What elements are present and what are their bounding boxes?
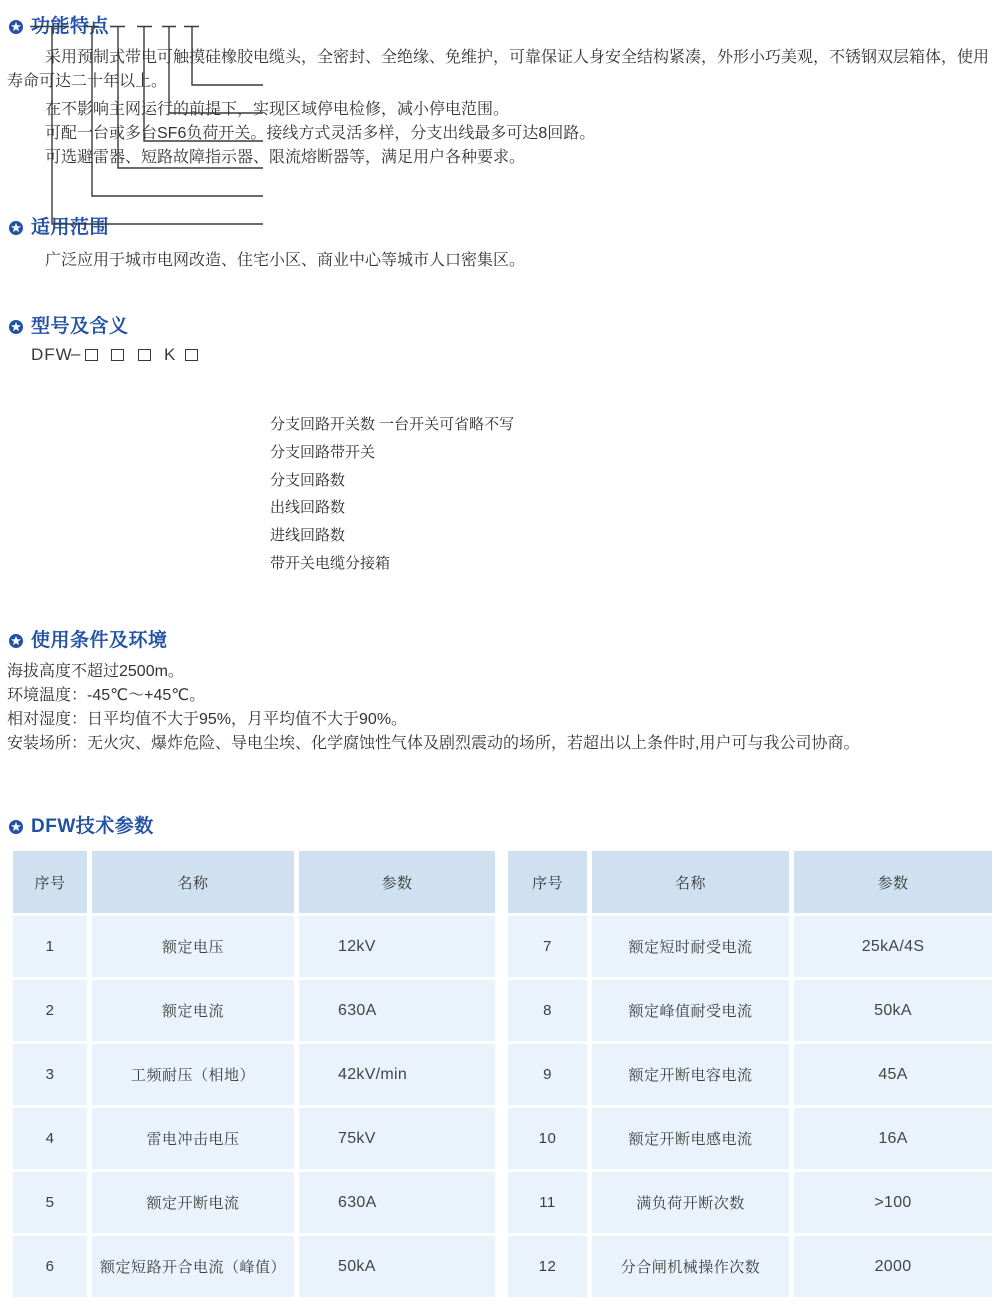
param-name-cell: 额定开断电流: [92, 1172, 294, 1233]
param-index-cell: 5: [13, 1172, 87, 1233]
param-name-cell: 额定电流: [92, 980, 294, 1041]
parameters-table-right: [508, 851, 992, 1297]
model-dash: –: [71, 344, 82, 363]
condition-line: 环境温度：-45℃～+45℃。: [7, 687, 206, 704]
condition-line: 安装场所：无火灾、爆炸危险、导电尘埃、化学腐蚀性气体及剧烈震动的场所，若超出以上条件时,用户可与我公司协商。: [7, 735, 860, 752]
parameters-table-left: [13, 851, 495, 1297]
model-box: [111, 349, 124, 361]
param-value-cell: >100: [794, 1172, 992, 1233]
param-name-cell: 额定开断电感电流: [592, 1108, 789, 1169]
param-column-header: 序号: [13, 851, 87, 913]
model-label: 分支回路带开关: [270, 444, 376, 461]
param-value-cell: 630A: [299, 980, 495, 1041]
model-prefix: DFW: [31, 345, 73, 364]
model-connector-lines: [0, 0, 540, 240]
param-index-cell: 1: [13, 916, 87, 977]
param-value-cell: 42kV/min: [299, 1044, 495, 1105]
paragraph: 广泛应用于城市电网改造、住宅小区、商业中心等城市人口密集区。: [45, 252, 526, 269]
model-label: 带开关电缆分接箱: [270, 555, 391, 572]
condition-line: 相对湿度：日平均值不大于95%，月平均值不大于90%。: [7, 711, 408, 728]
param-name-cell: 分合闸机械操作次数: [592, 1236, 789, 1297]
model-box: [85, 349, 98, 361]
paragraph: 可配一台或多台SF6负荷开关。接线方式灵活多样，分支出线最多可达8回路。: [45, 125, 596, 142]
param-value-cell: 630A: [299, 1172, 495, 1233]
heading-text: 型号及含义: [31, 316, 129, 337]
heading-text: DFW技术参数: [31, 816, 154, 837]
param-value-cell: 16A: [794, 1108, 992, 1169]
param-column-header: 名称: [592, 851, 789, 913]
section-heading-parameters: [9, 816, 154, 838]
conditions-lines: [7, 660, 993, 756]
model-switch-letter: K: [164, 345, 177, 364]
star-circle-icon: [9, 634, 23, 648]
param-column-header: 序号: [508, 851, 587, 913]
model-label: 出线回路数: [270, 499, 346, 516]
param-value-cell: 2000: [794, 1236, 992, 1297]
paragraph: 在不影响主网运行的前提下，实现区域停电检修，减小停电范围。: [45, 101, 510, 118]
param-name-cell: 额定峰值耐受电流: [592, 980, 789, 1041]
param-index-cell: 7: [508, 916, 587, 977]
param-column-header: 参数: [794, 851, 992, 913]
param-index-cell: 10: [508, 1108, 587, 1169]
param-value-cell: 50kA: [794, 980, 992, 1041]
param-value-cell: 50kA: [299, 1236, 495, 1297]
param-index-cell: 8: [508, 980, 587, 1041]
application-paragraphs: [7, 249, 993, 273]
param-column-header: 参数: [299, 851, 495, 913]
param-value-cell: 45A: [794, 1044, 992, 1105]
param-index-cell: 3: [13, 1044, 87, 1105]
heading-text: 使用条件及环境: [31, 630, 168, 651]
star-circle-icon: [9, 820, 23, 834]
param-name-cell: 雷电冲击电压: [92, 1108, 294, 1169]
model-box: [138, 349, 151, 361]
param-index-cell: 4: [13, 1108, 87, 1169]
section-heading-model: [9, 316, 129, 338]
star-circle-icon: [9, 320, 23, 334]
model-label: 进线回路数: [270, 527, 346, 544]
param-column-header: 名称: [92, 851, 294, 913]
model-box: [185, 349, 198, 361]
paragraph: 采用预制式带电可触摸硅橡胶电缆头，全密封、全绝缘、免维护，可靠保证人身安全结构紧凑，外形小巧美观，不锈钢双层箱体，使用寿命可达二十年以上。: [7, 49, 990, 90]
param-value-cell: 75kV: [299, 1108, 495, 1169]
param-value-cell: 25kA/4S: [794, 916, 992, 977]
param-name-cell: 额定短路开合电流（峰值）: [92, 1236, 294, 1297]
param-name-cell: 额定短时耐受电流: [592, 916, 789, 977]
param-index-cell: 6: [13, 1236, 87, 1297]
section-heading-conditions: [9, 630, 168, 652]
param-name-cell: 额定开断电容电流: [592, 1044, 789, 1105]
condition-line: 海拔高度不超过2500m。: [7, 663, 184, 680]
model-label: 分支回路开关数 一台开关可省略不写: [270, 416, 515, 433]
param-index-cell: 11: [508, 1172, 587, 1233]
param-index-cell: 12: [508, 1236, 587, 1297]
param-value-cell: 12kV: [299, 916, 495, 977]
param-name-cell: 满负荷开断次数: [592, 1172, 789, 1233]
param-name-cell: 工频耐压（相地）: [92, 1044, 294, 1105]
heading-text: 适用范围: [31, 217, 110, 238]
paragraph: 可选避雷器、短路故障指示器、限流熔断器等，满足用户各种要求。: [45, 149, 526, 166]
heading-text: 功能特点: [31, 16, 110, 37]
model-label: 分支回路数: [270, 472, 346, 489]
param-name-cell: 额定电压: [92, 916, 294, 977]
param-index-cell: 9: [508, 1044, 587, 1105]
param-index-cell: 2: [13, 980, 87, 1041]
